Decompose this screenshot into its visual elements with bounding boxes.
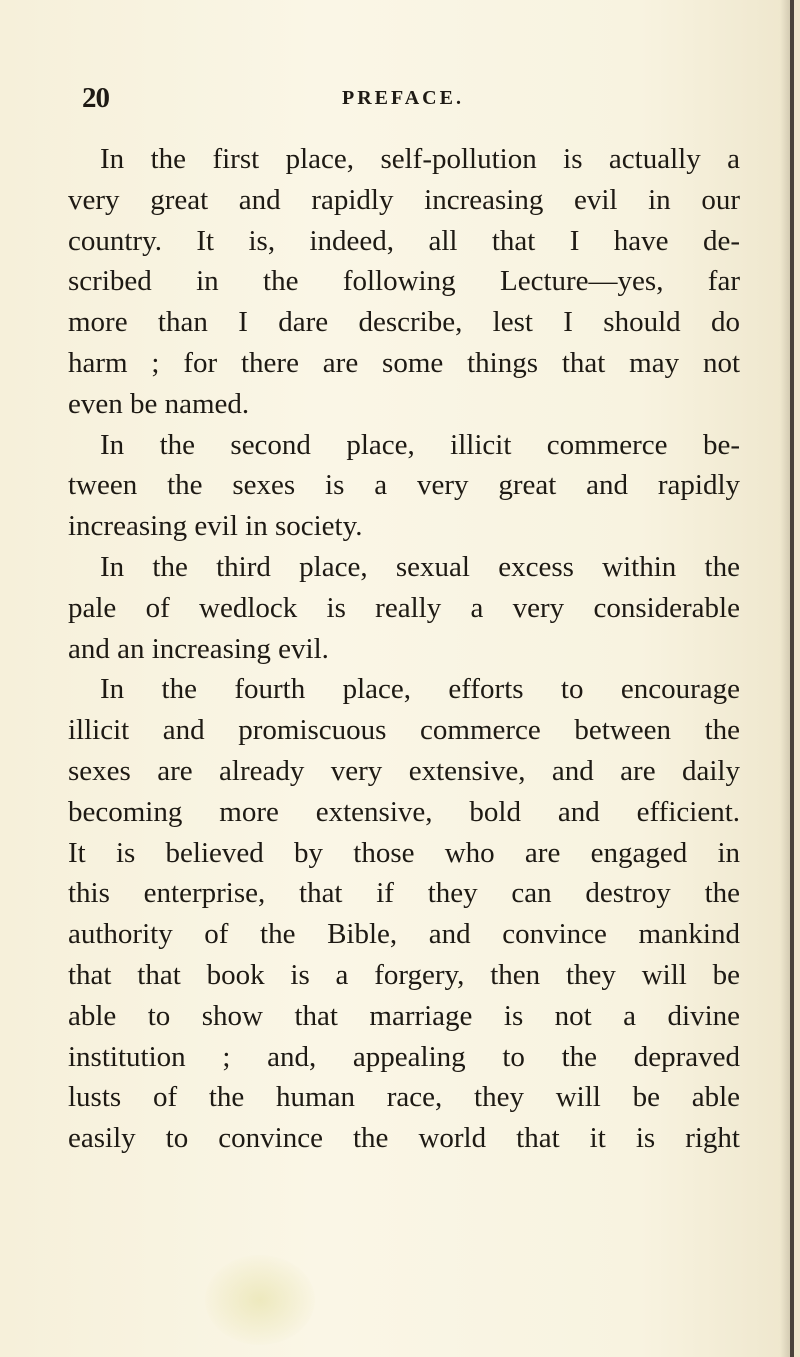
header-title: PREFACE. <box>342 87 464 109</box>
text-line: institution ; and, appealing to the depraved <box>68 1040 740 1073</box>
text-line: that that book is a forgery, then they will be <box>68 958 740 991</box>
running-head <box>82 82 742 122</box>
text-line: even be named. <box>68 387 250 420</box>
page-number: 20 <box>82 82 109 114</box>
text-line: very great and rapidly increasing evil in our <box>68 183 740 216</box>
text-line: increasing evil in society. <box>68 510 363 543</box>
text-line: easily to convince the world that it is right <box>68 1122 740 1155</box>
text-line: harm ; for there are some things that may not <box>68 346 740 379</box>
text-line: authority of the Bible, and convince mankind <box>68 918 740 951</box>
text-line: scribed in the following Lecture—yes, far <box>68 265 740 298</box>
text-line: lusts of the human race, they will be able <box>68 1081 740 1114</box>
text-line: In the fourth place, efforts to encourage <box>100 673 740 706</box>
text-line: more than I dare describe, lest I should do <box>68 306 740 339</box>
text-line: and an increasing evil. <box>68 632 329 665</box>
text-line: pale of wedlock is really a very considerable <box>68 591 740 624</box>
paper-stain <box>205 1255 315 1345</box>
text-line: becoming more extensive, bold and efficient. <box>68 795 740 828</box>
page-edge-shadow <box>780 0 790 1357</box>
page-edge <box>790 0 794 1357</box>
text-line: sexes are already very extensive, and are daily <box>68 754 740 787</box>
text-line: this enterprise, that if they can destroy the <box>68 877 740 910</box>
text-line: tween the sexes is a very great and rapidly <box>68 469 740 502</box>
text-line: It is believed by those who are engaged in <box>68 836 740 869</box>
text-line: In the third place, sexual excess within the <box>100 550 740 583</box>
text-line: illicit and promiscuous commerce between the <box>68 714 740 747</box>
text-line: In the second place, illicit commerce be- <box>100 428 740 461</box>
text-line: country. It is, indeed, all that I have de- <box>68 224 740 257</box>
text-line: In the first place, self-pollution is actually a <box>100 143 740 175</box>
text-line: able to show that marriage is not a divine <box>68 999 740 1032</box>
body-text <box>68 139 740 1159</box>
